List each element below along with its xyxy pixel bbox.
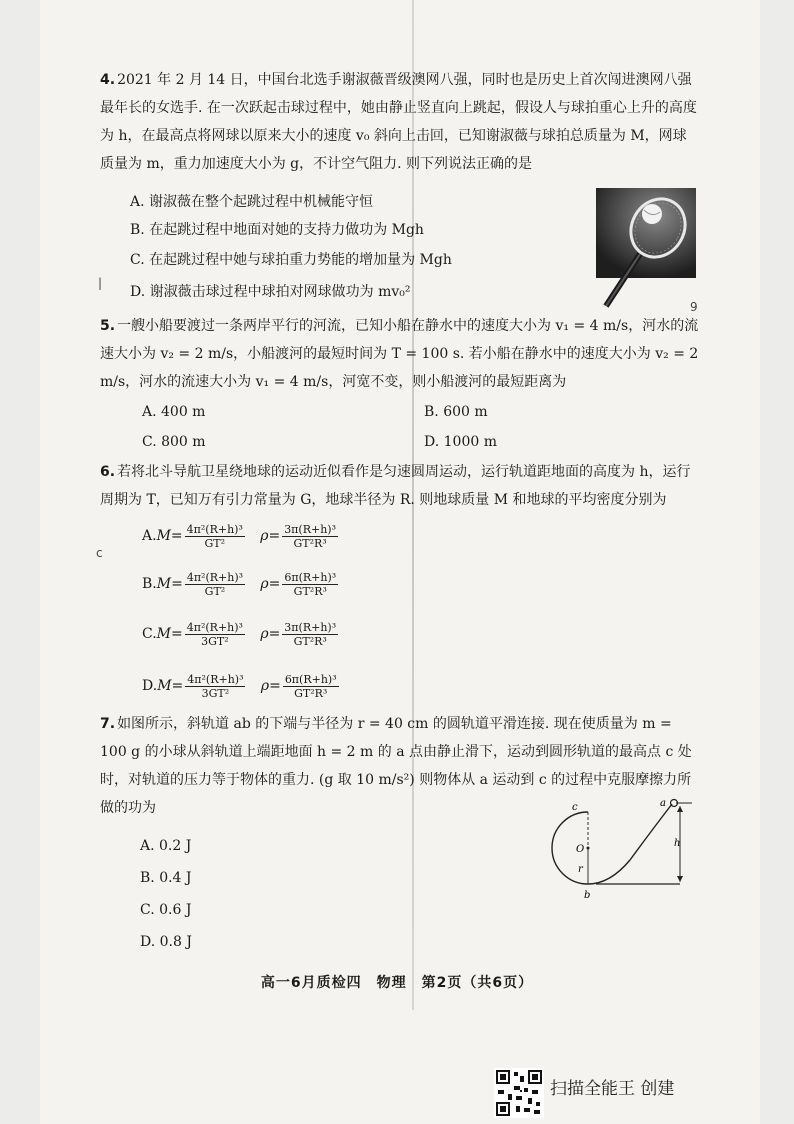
option-d[interactable]: D. 1000 m [424,434,497,450]
option-b[interactable]: B. 0.4 J [140,870,192,886]
label-c: c [572,802,578,813]
label-b: b [584,890,591,901]
qr-code-icon [494,1068,544,1118]
option-b[interactable]: B. 在起跳过程中地面对她的支持力做功为 Mgh [130,222,424,238]
option-a[interactable]: A. 400 m [142,404,206,420]
option-d[interactable]: D. 谢淑薇击球过程中球拍对网球做功为 mv₀² [130,284,411,300]
option-c[interactable]: C. 0.6 J [140,902,192,918]
density-fraction: $\frac{\text{6π(R+h)³}}{\text{GT²R³}}$ [284,570,337,598]
tennis-racket-image [596,188,696,312]
mass-fraction: $\frac{\text{4π²(R+h)³}}{\text{GT²}}$ [186,570,244,598]
question-number: 6. [100,464,116,480]
option-d[interactable]: D. 0.8 J [140,934,192,950]
question-number: 7. [100,716,116,732]
option-a[interactable]: A. 0.2 J [140,838,192,854]
density-fraction: $\frac{\text{3π(R+h)³}}{\text{GT²R³}}$ [284,522,336,550]
question-text: 一艘小船要渡过一条两岸平行的河流，已知小船在静水中的速度大小为 v₁ = 4 m/s，河水的流速大小为 v₂ = 2 m/s，小船渡河的最短时间为 T = 100 s. 若小船在静水中的速度大小为 v₂ = 2 m/s，河水的流速大小为 v₁ = 4 m/s，河宽不变，则小船渡河的最短距离为 [100,318,699,390]
page-footer: 高一6月质检四 物理 第2页（共6页） [260,975,534,991]
label-r: r [578,864,583,875]
option-c[interactable]: C. 800 m [142,434,206,450]
label-o: O [576,844,585,855]
density-fraction: $\frac{\text{3π(R+h)³}}{\text{GT²R³}}$ [284,620,337,648]
label-a: a [660,798,666,809]
scanner-watermark: 扫描全能王 创建 [550,1079,675,1099]
mass-fraction: $\frac{\text{4π²(R+h)³}}{\text{3GT²}}$ [187,672,244,700]
density-fraction: $\frac{\text{6π(R+h)³}}{\text{GT²R³}}$ [284,672,337,700]
margin-mark: c [96,546,103,560]
question-text: 2021 年 2 月 14 日，中国台北选手谢淑薇晋级澳网八强，同时也是历史上首次闯进澳网八强最年长的女选手. 在一次跃起击球过程中，她由静止竖直向上跳起，假设人与球拍重心上升的高度为 h，在最高点将网球以原来大小的速度 v₀ 斜向上击回，已知谢淑薇与球拍总质量为 M，网球质量为 m，重力加速度大小为 g，不计空气阻力. 则下列说法正确的是 [100,72,697,172]
option-d[interactable]: D.M= $\frac{\text{4π²(R+h)³}}{\text{3GT²}}$ ρ= $\frac{\text{6π(R+h)³}}{\text{GT²R³}}$ [142,672,337,700]
question-stem [100,312,700,396]
option-b[interactable]: B. 600 m [424,404,488,420]
option-a[interactable]: A.M= $\frac{\text{4π²(R+h)³}}{\text{GT²}}$ ρ= $\frac{\text{3π(R+h)³}}{\text{GT²R³}}$ [142,522,336,550]
question-stem [100,458,700,514]
question-4 [100,66,700,178]
margin-mark: 9 [690,300,698,314]
option-b[interactable]: B.M= $\frac{\text{4π²(R+h)³}}{\text{GT²}}$ ρ= $\frac{\text{6π(R+h)³}}{\text{GT²R³}}$ [142,570,337,598]
option-c[interactable]: C. 在起跳过程中她与球拍重力势能的增加量为 Mgh [130,252,452,268]
option-a[interactable]: A. 谢淑薇在整个起跳过程中机械能守恒 [130,194,374,210]
mass-fraction: $\frac{\text{4π²(R+h)³}}{\text{3GT²}}$ [186,620,243,648]
mass-fraction: $\frac{\text{4π²(R+h)³}}{\text{GT²}}$ [186,522,243,550]
question-5 [100,312,700,396]
margin-mark: | [98,276,103,290]
question-text: 若将北斗导航卫星绕地球的运动近似看作是匀速圆周运动，运行轨道距地面的高度为 h，运行周期为 T，已知万有引力常量为 G，地球半径为 R. 则地球质量 M 和地球的平均密度分别为 [100,464,691,508]
track-diagram [548,798,708,902]
question-stem [100,66,700,178]
label-h: h [674,838,681,849]
question-6 [100,458,700,514]
question-text: 如图所示，斜轨道 ab 的下端与半径为 r = 40 cm 的圆轨道平滑连接. 现在使质量为 m = 100 g 的小球从斜轨道上端距地面 h = 2 m 的 a 点由静止滑下，运动到圆形轨道的最高点 c 处时，对轨道的压力等于物体的重力. (g 取 10 m/s²) 则物体从 a 运动到 c 的过程中克服摩擦力所做的功为 [100,716,692,816]
question-number: 4. [100,72,116,88]
option-c[interactable]: C.M= $\frac{\text{4π²(R+h)³}}{\text{3GT²}}$ ρ= $\frac{\text{3π(R+h)³}}{\text{GT²R³}}$ [142,620,337,648]
question-number: 5. [100,318,116,334]
